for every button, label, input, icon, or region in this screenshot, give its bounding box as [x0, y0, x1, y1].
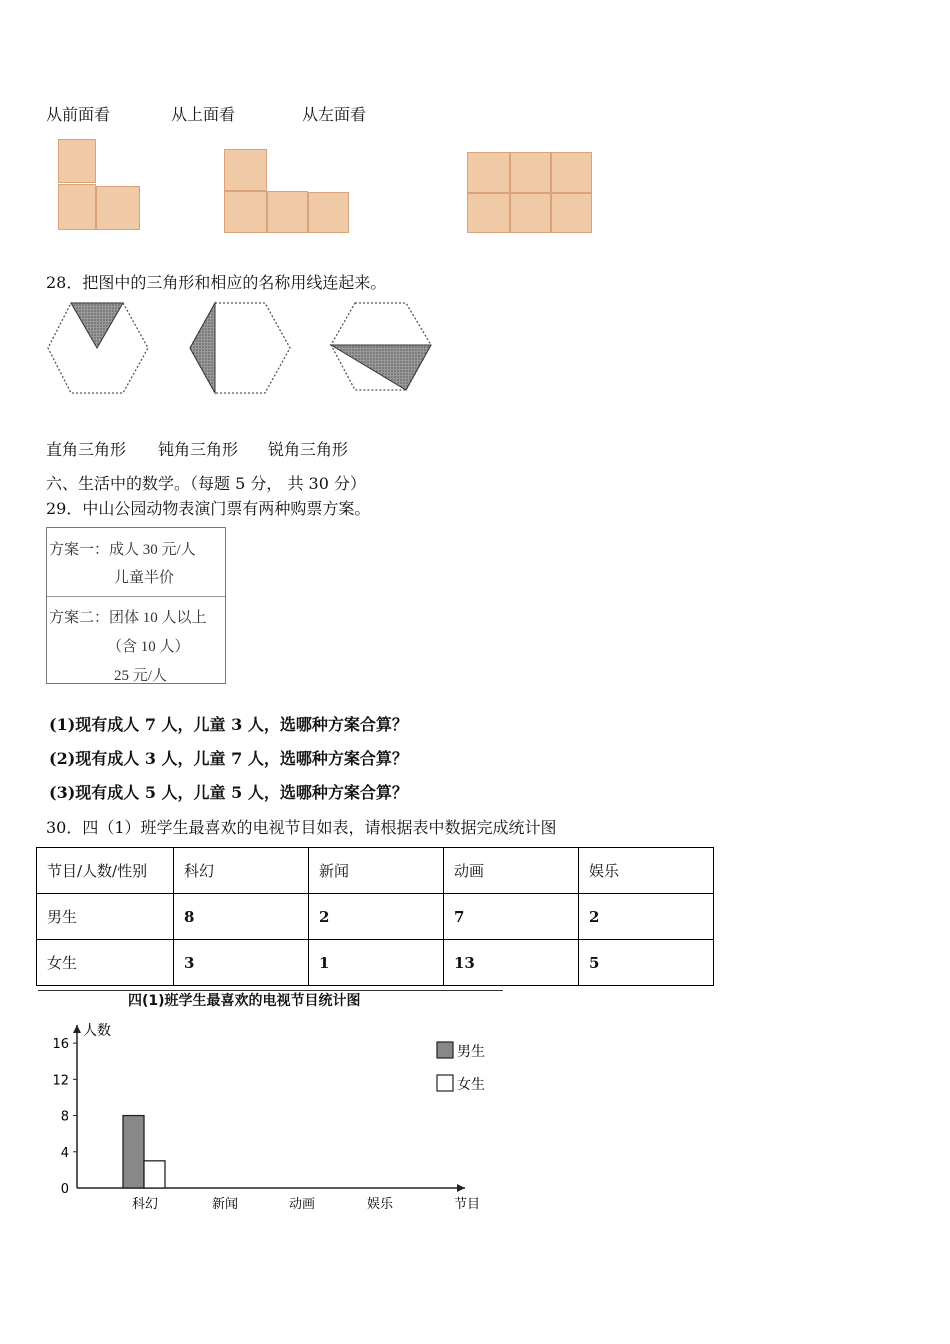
table-cell: 男生 — [37, 894, 174, 940]
left-view-square — [467, 193, 510, 233]
x-tick-label: 科幻 — [131, 1197, 159, 1212]
top-view-square — [224, 191, 267, 233]
hexagon-figures — [40, 298, 440, 398]
q28-prompt: 28．把图中的三角形和相应的名称用线连起来。 — [46, 273, 387, 292]
table-header-cell: 娱乐 — [579, 848, 714, 894]
table-cell: 2 — [309, 894, 444, 940]
y-tick-label: 4 — [60, 1145, 69, 1161]
plan1-line2: 儿童半价 — [114, 570, 175, 586]
x-tick-label: 动画 — [288, 1197, 316, 1212]
front-view-square — [58, 139, 96, 183]
chart-top-rule — [38, 990, 503, 991]
y-axis-arrow — [73, 1025, 81, 1033]
left-view-square — [467, 152, 510, 193]
section-heading: 六、生活中的数学。（每题 5 分， 共 30 分） — [46, 474, 366, 493]
legend-label: 女生 — [457, 1077, 485, 1093]
x-tick-label: 娱乐 — [366, 1197, 394, 1212]
ticket-plan-box — [46, 527, 226, 684]
table-cell: 3 — [174, 940, 309, 986]
hexagon-2 — [190, 303, 290, 393]
table-cell: 7 — [444, 894, 579, 940]
q30-prompt: 30．四（1）班学生最喜欢的电视节目如表，请根据表中数据完成统计图 — [46, 818, 557, 837]
plan2-line1: 方案二：团体 10 人以上 — [49, 610, 207, 626]
top-view-square — [224, 149, 267, 191]
q29-sub-3: (3)现有成人 5 人，儿童 5 人，选哪种方案合算？ — [49, 783, 408, 802]
table-row — [37, 894, 714, 940]
table-cell: 女生 — [37, 940, 174, 986]
table-row — [37, 940, 714, 986]
plan2-line3: 25 元/人 — [114, 668, 167, 684]
view-label-top: 从上面看 — [171, 105, 236, 124]
hexagon-3 — [331, 303, 431, 390]
plan-divider — [47, 596, 225, 597]
y-tick-label: 12 — [52, 1073, 69, 1089]
triangle-name-obtuse: 钝角三角形 — [158, 440, 239, 459]
q29-sub-2: (2)现有成人 3 人，儿童 7 人，选哪种方案合算？ — [49, 749, 408, 768]
y-axis-label: 人数 — [83, 1023, 111, 1039]
top-view-square — [267, 191, 308, 233]
view-label-left: 从左面看 — [302, 105, 367, 124]
y-tick-label: 16 — [52, 1037, 69, 1053]
front-view-square — [58, 184, 96, 230]
legend-swatch — [437, 1042, 453, 1058]
bar-girls — [144, 1161, 165, 1188]
left-view-square — [510, 193, 551, 233]
table-header-cell: 节目/人数/性别 — [37, 848, 174, 894]
triangle-name-acute: 锐角三角形 — [268, 440, 349, 459]
left-view-square — [510, 152, 551, 193]
table-header-cell: 新闻 — [309, 848, 444, 894]
plan1-line1: 方案一：成人 30 元/人 — [49, 542, 196, 558]
triangle-name-right: 直角三角形 — [46, 440, 127, 459]
y-tick-label: 0 — [60, 1182, 69, 1197]
bar-chart — [40, 1010, 510, 1220]
top-view-square — [308, 192, 349, 233]
table-cell: 13 — [444, 940, 579, 986]
x-tick-label: 新闻 — [211, 1197, 239, 1212]
legend-swatch — [437, 1075, 453, 1091]
tv-program-table — [36, 847, 714, 986]
q29-sub-1: (1)现有成人 7 人，儿童 3 人，选哪种方案合算？ — [49, 715, 408, 734]
hexagon-1 — [48, 303, 148, 393]
x-axis-arrow — [457, 1184, 465, 1192]
table-header-row — [37, 848, 714, 894]
table-header-cell: 科幻 — [174, 848, 309, 894]
x-axis-label: 节目 — [453, 1197, 481, 1212]
y-tick-label: 8 — [60, 1109, 69, 1125]
left-view-square — [551, 152, 592, 193]
view-label-front: 从前面看 — [46, 105, 111, 124]
table-cell: 2 — [579, 894, 714, 940]
legend-label: 男生 — [457, 1044, 485, 1060]
q29-prompt: 29．中山公园动物表演门票有两种购票方案。 — [46, 499, 371, 518]
table-cell: 1 — [309, 940, 444, 986]
table-cell: 5 — [579, 940, 714, 986]
table-header-cell: 动画 — [444, 848, 579, 894]
front-view-square — [96, 186, 140, 230]
plan2-line2: （含 10 人） — [107, 639, 190, 655]
left-view-square — [551, 193, 592, 233]
chart-title: 四(1)班学生最喜欢的电视节目统计图 — [128, 993, 361, 1009]
bar-boys — [123, 1116, 144, 1188]
table-cell: 8 — [174, 894, 309, 940]
